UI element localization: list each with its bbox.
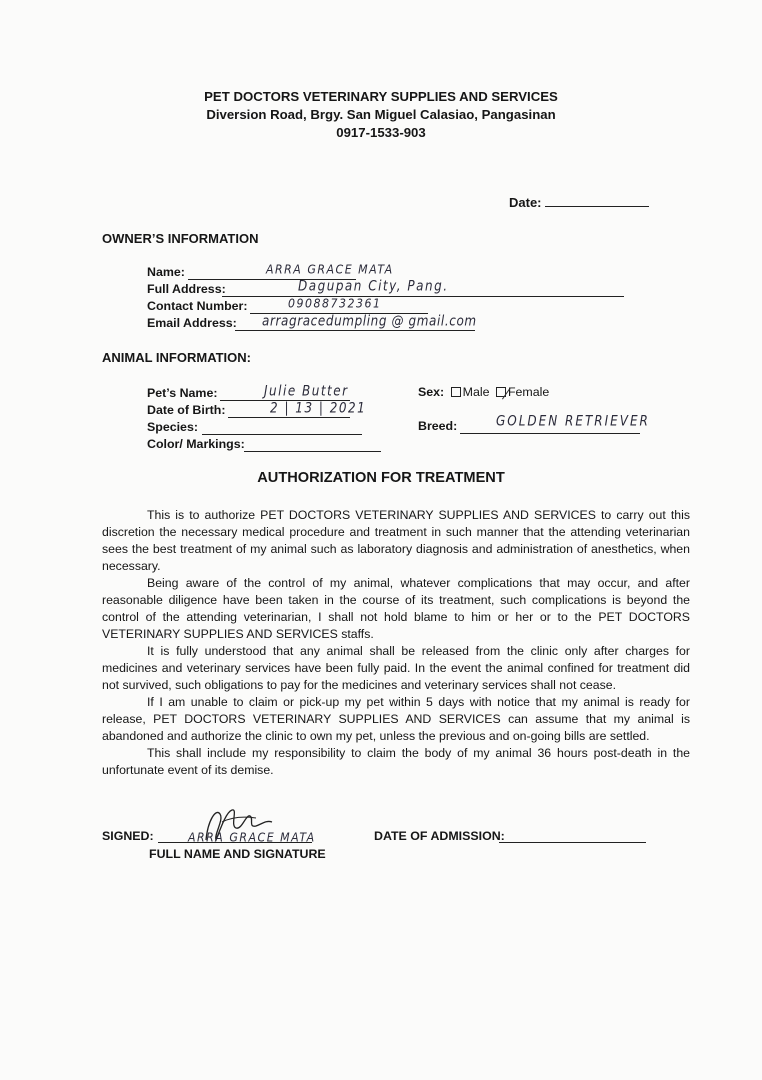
breed-label: Breed: — [418, 419, 458, 433]
authorization-title: AUTHORIZATION FOR TREATMENT — [257, 470, 505, 486]
clinic-name: PET DOCTORS VETERINARY SUPPLIES AND SERVICES — [204, 89, 558, 104]
paragraph: It is fully understood that any animal shall be released from the clinic only after charges for medicines and veterinary services have been fully paid. In the event the animal confined for treatment did not survived, such obligations to pay for the medicines and veterinary services shall not cease. — [102, 644, 690, 692]
clinic-phone: 0917-1533-903 — [336, 125, 426, 140]
owner-address-value: Dagupan City, Pang. — [298, 277, 449, 295]
clinic-header — [0, 88, 762, 142]
date-field[interactable] — [509, 194, 649, 210]
owner-email-line[interactable] — [235, 330, 475, 331]
authorization-body — [102, 507, 690, 779]
color-markings-label: Color/ Markings: — [147, 437, 245, 451]
color-markings-line[interactable] — [244, 451, 381, 452]
clinic-address: Diversion Road, Brgy. San Miguel Calasiao, Pangasinan — [206, 107, 556, 122]
paragraph: This is to authorize PET DOCTORS VETERINARY SUPPLIES AND SERVICES to carry out this discretion the necessary medical procedure and treatment in such manner that the attending veterinarian sees the best treatment of my animal such as laboratory diagnosis and administration of anesthetics, when necessary. — [102, 508, 690, 573]
female-option-label: Female — [507, 385, 550, 399]
date-label: Date: — [509, 195, 542, 210]
admission-date-line[interactable] — [499, 842, 646, 843]
owner-email-value: arragracedumpling @ gmail.com — [262, 312, 477, 330]
dob-line[interactable] — [228, 417, 350, 418]
owner-email-label: Email Address: — [147, 316, 237, 330]
owner-contact-value: 09088732361 — [288, 296, 382, 311]
date-line[interactable] — [545, 194, 649, 207]
species-label: Species: — [147, 420, 198, 434]
pet-name-label: Pet’s Name: — [147, 386, 218, 400]
dob-label: Date of Birth: — [147, 403, 226, 417]
species-line[interactable] — [202, 434, 362, 435]
signer-name-value: ARRA GRACE MATA — [188, 830, 316, 845]
sex-field — [418, 385, 549, 399]
paragraph: If I am unable to claim or pick-up my pet within 5 days with notice that my animal is ready for release, PET DOCTORS VETERINARY SUPPLIES AND SERVICES can assume that my animal is abandoned and authorize the clinic to own my pet, unless the previous and on-going bills are settled. — [102, 695, 690, 743]
male-option-label: Male — [462, 385, 490, 399]
signature-caption: FULL NAME AND SIGNATURE — [149, 847, 326, 861]
admission-date-label: DATE OF ADMISSION: — [374, 829, 505, 843]
owner-address-label: Full Address: — [147, 282, 226, 296]
animal-section-title: ANIMAL INFORMATION: — [102, 350, 251, 365]
dob-value: 2 | 13 | 2021 — [270, 399, 367, 417]
owner-address-line[interactable] — [222, 296, 624, 297]
female-checkbox[interactable] — [496, 387, 506, 397]
sex-label: Sex: — [418, 385, 445, 399]
paragraph: This shall include my responsibility to claim the body of my animal 36 hours post-death in the unfortunate event of its demise. — [102, 746, 690, 777]
owner-contact-label: Contact Number: — [147, 299, 248, 313]
owner-section-title: OWNER’S INFORMATION — [102, 231, 259, 246]
owner-name-label: Name: — [147, 265, 185, 279]
male-checkbox[interactable] — [451, 387, 461, 397]
pet-name-value: Julie Butter — [264, 382, 349, 400]
breed-line[interactable] — [460, 433, 640, 434]
signed-label: SIGNED: — [102, 829, 154, 843]
breed-value: GOLDEN RETRIEVER — [496, 412, 650, 430]
paragraph: Being aware of the control of my animal, whatever complications that may occur, and after reasonable diligence have been taken in the course of its treatment, such complications is beyond the control of the attending veterinarian, I shall not hold blame to him or her or to the PET DOCTORS VETERINARY SUPPLIES AND SERVICES staffs. — [102, 576, 690, 641]
owner-name-value: ARRA GRACE MATA — [266, 262, 394, 277]
